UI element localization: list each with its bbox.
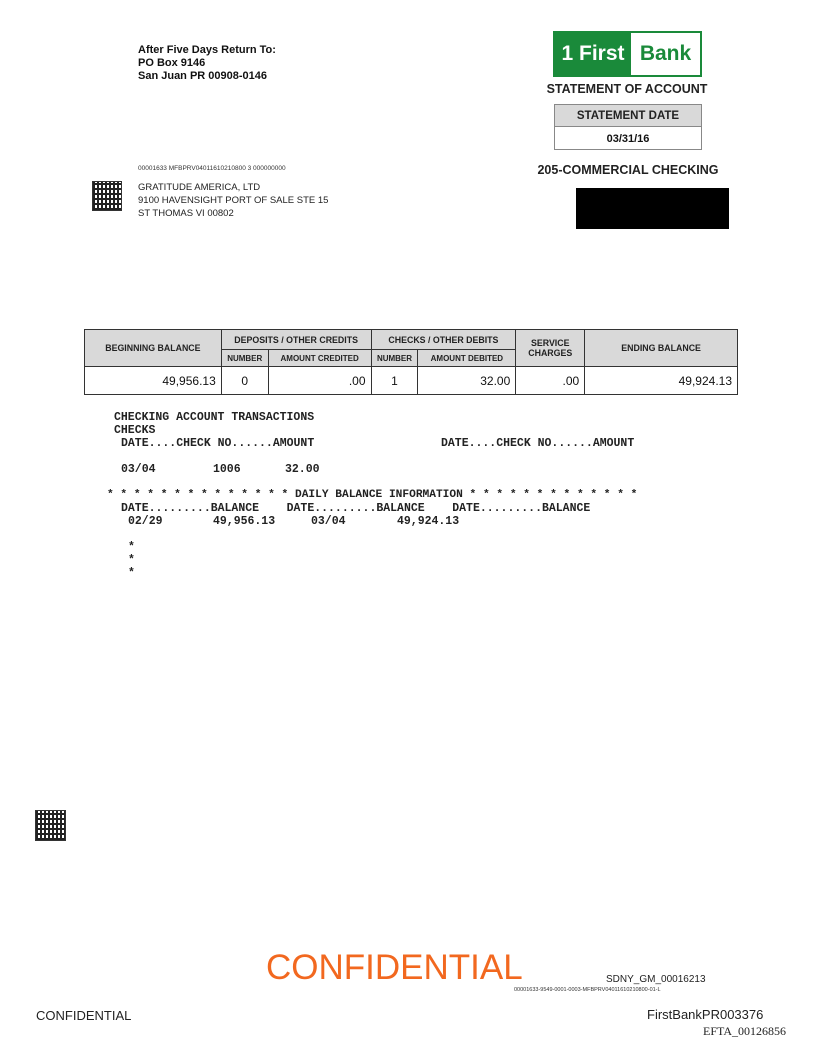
confidential-stamp: CONFIDENTIAL: [266, 948, 523, 987]
transactions-subtitle: CHECKS: [114, 424, 156, 437]
return-address-line3: San Juan PR 00908-0146: [138, 70, 268, 82]
daily-balance-date-1: 02/29: [128, 515, 163, 528]
checks-header-right: DATE....CHECK NO......AMOUNT: [441, 437, 635, 450]
service-charges-header: SERVICE CHARGES: [516, 330, 585, 367]
check-number: 1006: [213, 463, 241, 476]
deposits-amount-value: .00: [268, 367, 371, 395]
logo-first: 1 First: [555, 33, 631, 75]
addressee-line3: ST THOMAS VI 00802: [138, 208, 234, 219]
check-amount: 32.00: [285, 463, 320, 476]
amount-credited-header: AMOUNT CREDITED: [268, 350, 371, 367]
efta-number: EFTA_00126856: [703, 1024, 787, 1038]
statement-date-value: 03/31/16: [606, 132, 650, 145]
daily-balance-date-2: 03/04: [311, 515, 346, 528]
beginning-balance-header: BEGINNING BALANCE: [85, 330, 222, 367]
sdny-id: SDNY_GM_00016213: [606, 974, 706, 985]
service-charges-value: .00: [516, 367, 585, 395]
checks-number-value: 1: [371, 367, 418, 395]
datamatrix-barcode-icon: [92, 181, 122, 211]
logo-bank: Bank: [631, 33, 700, 75]
daily-balance-banner: * * * * * * * * * * * * * * DAILY BALANCE INFORMATION * * * * * * * * * * * * *: [107, 489, 638, 501]
checks-amount-value: 32.00: [418, 367, 516, 395]
first-bank-logo: [553, 31, 702, 77]
statement-date-label: STATEMENT DATE: [555, 105, 701, 127]
deposits-number-header: NUMBER: [221, 350, 268, 367]
account-type: 205-COMMERCIAL CHECKING: [537, 163, 719, 177]
footer-code: 00001633-9549-0001-0003-MFBPRV04011610210800-01-L: [514, 987, 661, 993]
deposits-header: DEPOSITS / OTHER CREDITS: [221, 330, 371, 350]
statement-title: STATEMENT OF ACCOUNT: [546, 82, 708, 96]
statement-date-box: [554, 104, 702, 150]
star-marker: *: [128, 567, 135, 580]
check-date: 03/04: [121, 463, 156, 476]
return-address-line2: PO Box 9146: [138, 57, 206, 69]
amount-debited-header: AMOUNT DEBITED: [418, 350, 516, 367]
addressee: [138, 181, 328, 220]
mail-code: 00001633 MFBPRV04011610210800 3 000000000: [138, 165, 286, 172]
checks-number-header: NUMBER: [371, 350, 418, 367]
beginning-balance-value: 49,956.13: [85, 367, 222, 395]
daily-balance-amount-2: 49,924.13: [397, 515, 460, 528]
ending-balance-header: ENDING BALANCE: [585, 330, 738, 367]
account-summary-table: [84, 329, 738, 395]
checks-header: CHECKS / OTHER DEBITS: [371, 330, 516, 350]
daily-balance-header: DATE.........BALANCE DATE.........BALANCE DATE.........BALANCE: [121, 502, 591, 515]
confidential-label: CONFIDENTIAL: [36, 1008, 132, 1023]
checks-header-left: DATE....CHECK NO......AMOUNT: [121, 437, 315, 450]
return-address-line1: After Five Days Return To:: [138, 44, 276, 56]
transactions-title: CHECKING ACCOUNT TRANSACTIONS: [114, 411, 315, 424]
addressee-line1: GRATITUDE AMERICA, LTD: [138, 182, 261, 193]
return-address: [138, 44, 276, 83]
addressee-line2: 9100 HAVENSIGHT PORT OF SALE STE 15: [138, 195, 329, 206]
deposits-number-value: 0: [221, 367, 268, 395]
datamatrix-barcode-icon: [35, 810, 66, 841]
bates-number: FirstBankPR003376: [647, 1007, 764, 1022]
star-marker: *: [128, 541, 135, 554]
star-marker: *: [128, 554, 135, 567]
ending-balance-value: 49,924.13: [585, 367, 738, 395]
redaction-block: [576, 188, 729, 229]
daily-balance-amount-1: 49,956.13: [213, 515, 276, 528]
